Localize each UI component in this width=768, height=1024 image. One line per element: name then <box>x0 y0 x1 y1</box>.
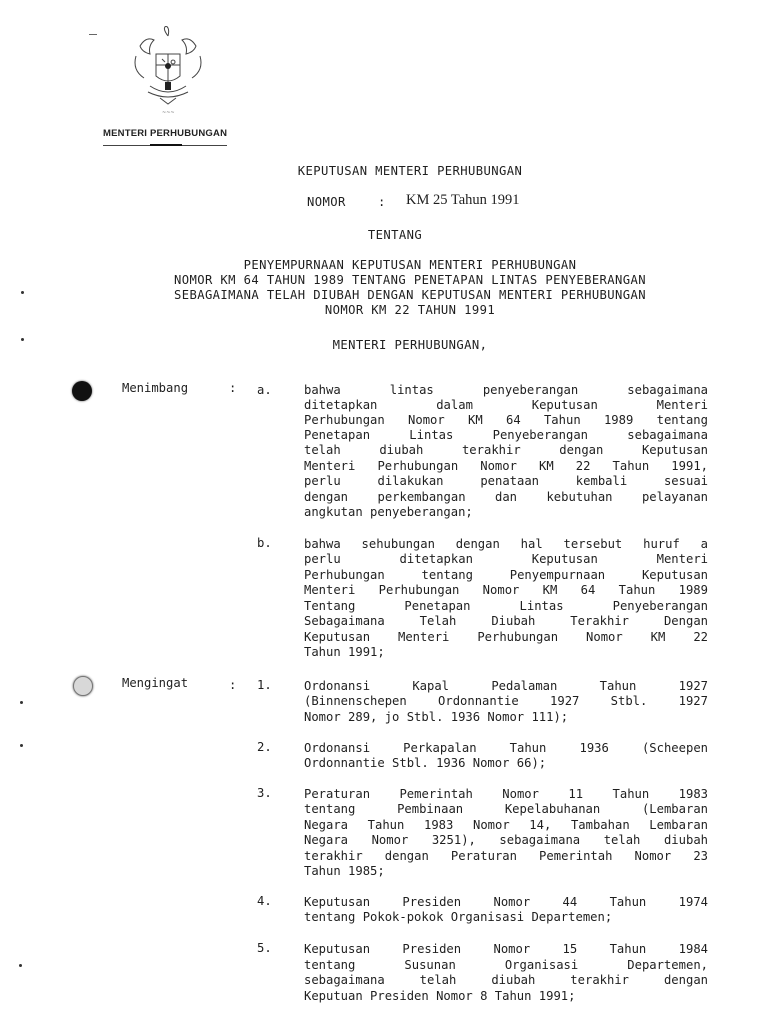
item-marker: 2. <box>257 740 272 754</box>
svg-text:~~~: ~~~ <box>162 110 175 116</box>
issuer-label: MENTERI PERHUBUNGAN, <box>332 338 488 352</box>
text-line: Menteri Perhubungan Nomor KM 22 Tahun 1991, <box>304 459 708 473</box>
decree-title: KEPUTUSAN MENTERI PERHUBUNGAN <box>297 164 523 178</box>
text-line: Keputusan Presiden Nomor 44 Tahun 1974 <box>304 895 708 909</box>
text-line: ditetapkan dalam Keputusan Menteri <box>304 398 708 412</box>
nomor-label: NOMOR <box>307 195 346 209</box>
garuda-emblem-icon <box>126 26 210 116</box>
text-line: angkutan penyeberangan; <box>304 505 473 519</box>
item-marker: 5. <box>257 941 272 955</box>
text-line: perlu ditetapkan Keputusan Menteri <box>304 552 708 566</box>
menimbang-label: Menimbang <box>122 381 189 395</box>
text-line: Menteri Perhubungan Nomor KM 64 Tahun 1989 <box>304 583 708 597</box>
text-line: Keputusan Presiden Nomor 15 Tahun 1984 <box>304 942 708 956</box>
text-line: telah diubah terakhir dengan Keputusan <box>304 443 708 457</box>
subject-line: NOMOR KM 22 TAHUN 1991 <box>324 303 496 317</box>
tentang-label: TENTANG <box>367 228 423 242</box>
subject-line: NOMOR KM 64 TAHUN 1989 TENTANG PENETAPAN LINTAS PENYEBERANGAN <box>174 273 646 287</box>
scan-mark <box>89 34 97 35</box>
text-line: perlu dilakukan penataan kembali sesuai <box>304 474 708 488</box>
text-line: Keputuan Presiden Nomor 8 Tahun 1991; <box>304 989 576 1003</box>
text-line: Tentang Penetapan Lintas Penyeberangan <box>304 599 708 613</box>
letterhead-rule-accent <box>150 144 182 146</box>
mengingat-separator: : <box>229 678 237 692</box>
scan-speck <box>21 291 24 294</box>
text-line: Tahun 1991; <box>304 645 385 659</box>
text-line: Negara Nomor 3251), sebagaimana telah diubah <box>304 833 708 847</box>
text-line: bahwa lintas penyeberangan sebagaimana <box>304 383 708 397</box>
text-line: Ordonansi Perkapalan Tahun 1936 (Scheepen <box>304 741 708 755</box>
text-line: sebagaimana telah diubah terakhir dengan <box>304 973 708 987</box>
mengingat-label: Mengingat <box>122 676 189 690</box>
item-marker: b. <box>257 536 272 550</box>
text-line: tentang Pembinaan Kepelabuhanan (Lembaran <box>304 802 708 816</box>
text-line: terakhir dengan Peraturan Pemerintah Nomor 23 <box>304 849 708 863</box>
item-marker: 1. <box>257 678 272 692</box>
scan-speck <box>21 338 24 341</box>
ministry-label: MENTERI PERHUBUNGAN <box>103 128 228 139</box>
text-line: Sebagaimana Telah Diubah Terakhir Dengan <box>304 614 708 628</box>
text-line: Ordonansi Kapal Pedalaman Tahun 1927 <box>304 679 708 693</box>
nomor-value: KM 25 Tahun 1991 <box>406 192 520 208</box>
text-line: tentang Pokok-pokok Organisasi Departemen; <box>304 910 613 924</box>
text-line: Ordonnantie Stbl. 1936 Nomor 66); <box>304 756 547 770</box>
text-line: Perhubungan tentang Penyempurnaan Keputusan <box>304 568 708 582</box>
item-marker: 4. <box>257 894 272 908</box>
subject-line: SEBAGAIMANA TELAH DIUBAH DENGAN KEPUTUSAN MENTERI PERHUBUNGAN <box>174 288 646 302</box>
text-line: bahwa sehubungan dengan hal tersebut huruf a <box>304 537 708 551</box>
text-line: Tahun 1985; <box>304 864 385 878</box>
text-line: (Binnenschepen Ordonnantie 1927 Stbl. 1927 <box>304 694 708 708</box>
menimbang-separator: : <box>229 381 237 395</box>
text-line: Penetapan Lintas Penyeberangan sebagaimana <box>304 428 708 442</box>
scan-speck <box>19 964 22 967</box>
item-marker: 3. <box>257 786 272 800</box>
text-line: Keputusan Menteri Perhubungan Nomor KM 22 <box>304 630 708 644</box>
scan-speck <box>20 701 23 704</box>
text-line: Peraturan Pemerintah Nomor 11 Tahun 1983 <box>304 787 708 801</box>
text-line: tentang Susunan Organisasi Departemen, <box>304 958 708 972</box>
binder-hole-icon <box>72 381 92 401</box>
nomor-separator: : <box>378 195 386 209</box>
subject-line: PENYEMPURNAAN KEPUTUSAN MENTERI PERHUBUNGAN <box>243 258 577 272</box>
text-line: Nomor 289, jo Stbl. 1936 Nomor 111); <box>304 710 569 724</box>
binder-hole-icon <box>73 676 93 696</box>
scan-speck <box>20 744 23 747</box>
text-line: Perhubungan Nomor KM 64 Tahun 1989 tentang <box>304 413 708 427</box>
text-line: Negara Tahun 1983 Nomor 14, Tambahan Lembaran <box>304 818 708 832</box>
item-marker: a. <box>257 383 272 397</box>
text-line: dengan perkembangan dan kebutuhan pelayanan <box>304 490 708 504</box>
